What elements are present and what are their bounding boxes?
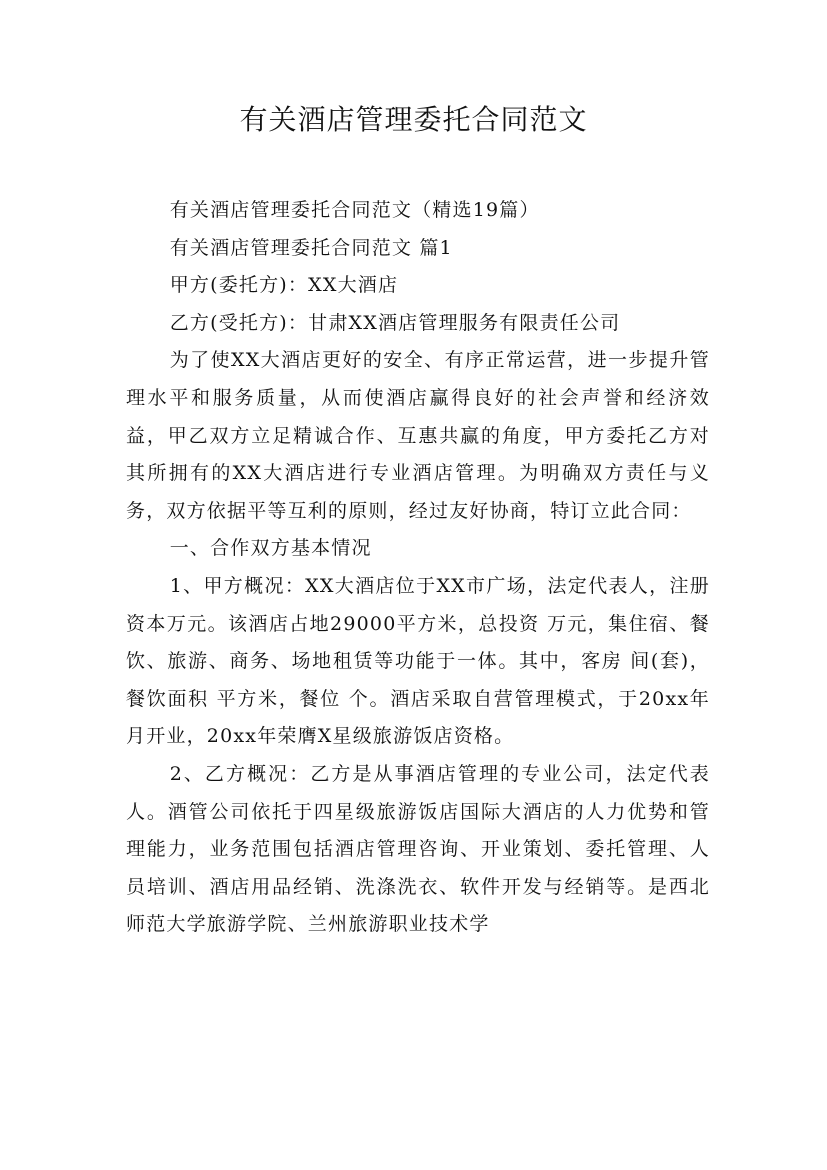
- paragraph-party-a: 甲方(委托方)：XX大酒店: [169, 274, 399, 297]
- paragraph-party-a-overview: 1、甲方概况：XX大酒店位于XX市广场，法定代表人，注册资本万元。该酒店占地29000平方米，总投资 万元，集住宿、餐饮、旅游、商务、场地租赁等功能于一体。其中，客房 间(套)，餐饮面积 平方米，餐位 个。酒店采取自营管理模式，于20xx年 月开业，20xx年荣膺X星级旅游饭店资格。: [126, 574, 710, 748]
- paragraph-section-heading: 有关酒店管理委托合同范文 篇1: [169, 236, 453, 259]
- document-title: 有关酒店管理委托合同范文: [239, 103, 588, 136]
- paragraph-party-b-overview: 2、乙方概况：乙方是从事酒店管理的专业公司，法定代表人。酒管公司依托于四星级旅游饭店国际大酒店的人力优势和管理能力，业务范围包括酒店管理咨询、开业策划、委托管理、人员培训、酒店用品经销、洗涤洗衣、软件开发与经销等。是西北师范大学旅游学院、兰州旅游职业技术学: [126, 762, 710, 936]
- paragraph-article-heading: 一、合作双方基本情况: [169, 537, 372, 560]
- paragraph-preamble: 为了使XX大酒店更好的安全、有序正常运营，进一步提升管理水平和服务质量，从而使酒店赢得良好的社会声誉和经济效益，甲乙双方立足精诚合作、互惠共赢的角度，甲方委托乙方对其所拥有的XX大酒店进行专业酒店管理。为明确双方责任与义务，双方依据平等互利的原则，经过友好协商，特订立此合同：: [126, 349, 710, 522]
- document-body: [126, 192, 710, 944]
- paragraph-party-b: 乙方(受托方)：甘肃XX酒店管理服务有限责任公司: [169, 311, 621, 334]
- paragraph-subtitle: 有关酒店管理委托合同范文（精选19篇）: [169, 199, 540, 221]
